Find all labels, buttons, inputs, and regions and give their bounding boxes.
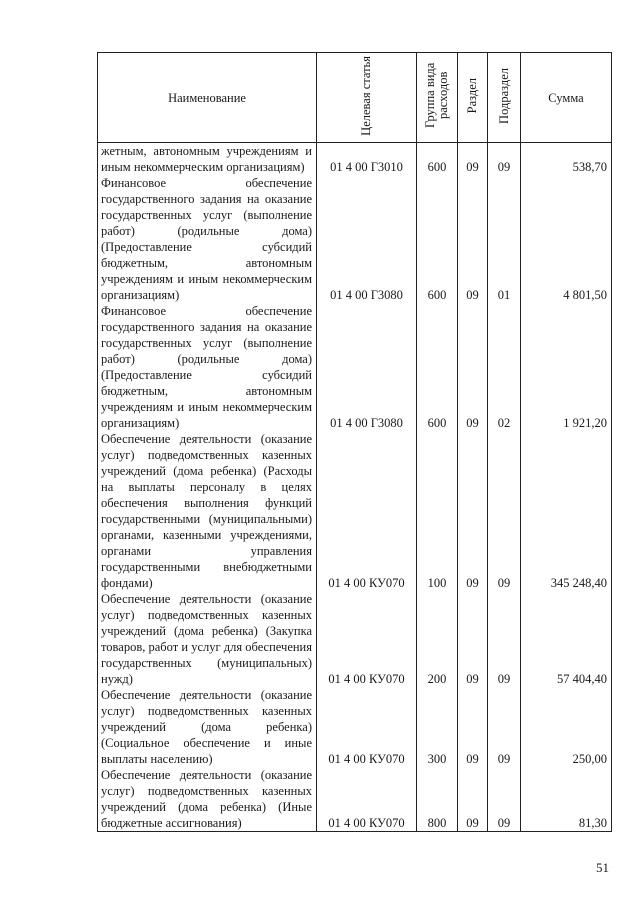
row-name: Обеспечение деятельности (оказание услуг) подведомственных казенных учреждений (дома ребенка) (Закупка товаров, работ и услуг для обеспечения государственных (муниципальных) нужд) — [98, 591, 317, 687]
row-amount: 1 921,20 — [521, 303, 612, 431]
table-row — [98, 175, 612, 303]
header-name: Наименование — [98, 53, 317, 143]
row-expense-group: 300 — [417, 687, 458, 767]
row-expense-group: 200 — [417, 591, 458, 687]
row-section: 09 — [458, 767, 488, 832]
row-subsection: 02 — [488, 303, 521, 431]
row-amount: 250,00 — [521, 687, 612, 767]
header-target-article: Целевая статья — [317, 53, 417, 143]
table-row — [98, 303, 612, 431]
row-amount: 345 248,40 — [521, 431, 612, 591]
row-name: Обеспечение деятельности (оказание услуг) подведомственных казенных учреждений (дома ребенка) (Расходы на выплаты персоналу в целях обеспечения выполнения функций государственными (муниципальными) органами, казенными учреждениями, органами управления государственными внебюджетными фондами) — [98, 431, 317, 591]
row-expense-group: 600 — [417, 175, 458, 303]
row-target-article: 01 4 00 КУ070 — [317, 591, 417, 687]
header-section: Раздел — [458, 53, 488, 143]
row-target-article: 01 4 00 Г3080 — [317, 175, 417, 303]
row-subsection: 09 — [488, 687, 521, 767]
row-amount: 57 404,40 — [521, 591, 612, 687]
row-section: 09 — [458, 591, 488, 687]
row-subsection: 09 — [488, 767, 521, 832]
table-row — [98, 767, 612, 832]
row-section: 09 — [458, 303, 488, 431]
table-header-row — [98, 53, 612, 143]
row-section: 09 — [458, 431, 488, 591]
page-number: 51 — [596, 860, 609, 875]
row-name: Обеспечение деятельности (оказание услуг) подведомственных казенных учреждений (дома ребенка) (Социальное обеспечение и иные выплаты населению) — [98, 687, 317, 767]
row-section: 09 — [458, 175, 488, 303]
row-target-article: 01 4 00 КУ070 — [317, 767, 417, 832]
row-target-article: 01 4 00 КУ070 — [317, 687, 417, 767]
budget-table — [97, 52, 612, 832]
row-expense-group: 800 — [417, 767, 458, 832]
row-name: Финансовое обеспечение государственного задания на оказание государственных услуг (выполнение работ) (родильные дома) (Предоставление субсидий бюджетным, автономным учреждениям и иным некоммерческим организациям) — [98, 175, 317, 303]
row-subsection: 09 — [488, 591, 521, 687]
table-row — [98, 431, 612, 591]
row-name: Финансовое обеспечение государственного задания на оказание государственных услуг (выполнение работ) (родильные дома) (Предоставление субсидий бюджетным, автономным учреждениям и иным некоммерческим организациям) — [98, 303, 317, 431]
table-row — [98, 687, 612, 767]
row-section: 09 — [458, 143, 488, 176]
row-expense-group: 100 — [417, 431, 458, 591]
row-subsection: 09 — [488, 143, 521, 176]
header-amount: Сумма — [521, 53, 612, 143]
header-subsection: Подраздел — [488, 53, 521, 143]
row-name: жетным, автономным учреждениям и иным некоммерческим организациям) — [98, 143, 317, 176]
row-target-article: 01 4 00 КУ070 — [317, 431, 417, 591]
row-subsection: 09 — [488, 431, 521, 591]
table-row — [98, 591, 612, 687]
row-amount: 538,70 — [521, 143, 612, 176]
row-amount: 4 801,50 — [521, 175, 612, 303]
row-expense-group: 600 — [417, 143, 458, 176]
header-expense-group: Группа вида расходов — [417, 53, 458, 143]
row-target-article: 01 4 00 Г3080 — [317, 303, 417, 431]
row-amount: 81,30 — [521, 767, 612, 832]
row-subsection: 01 — [488, 175, 521, 303]
row-target-article: 01 4 00 Г3010 — [317, 143, 417, 176]
table-row — [98, 143, 612, 176]
row-section: 09 — [458, 687, 488, 767]
row-name: Обеспечение деятельности (оказание услуг) подведомственных казенных учреждений (дома ребенка) (Иные бюджетные ассигнования) — [98, 767, 317, 832]
row-expense-group: 600 — [417, 303, 458, 431]
